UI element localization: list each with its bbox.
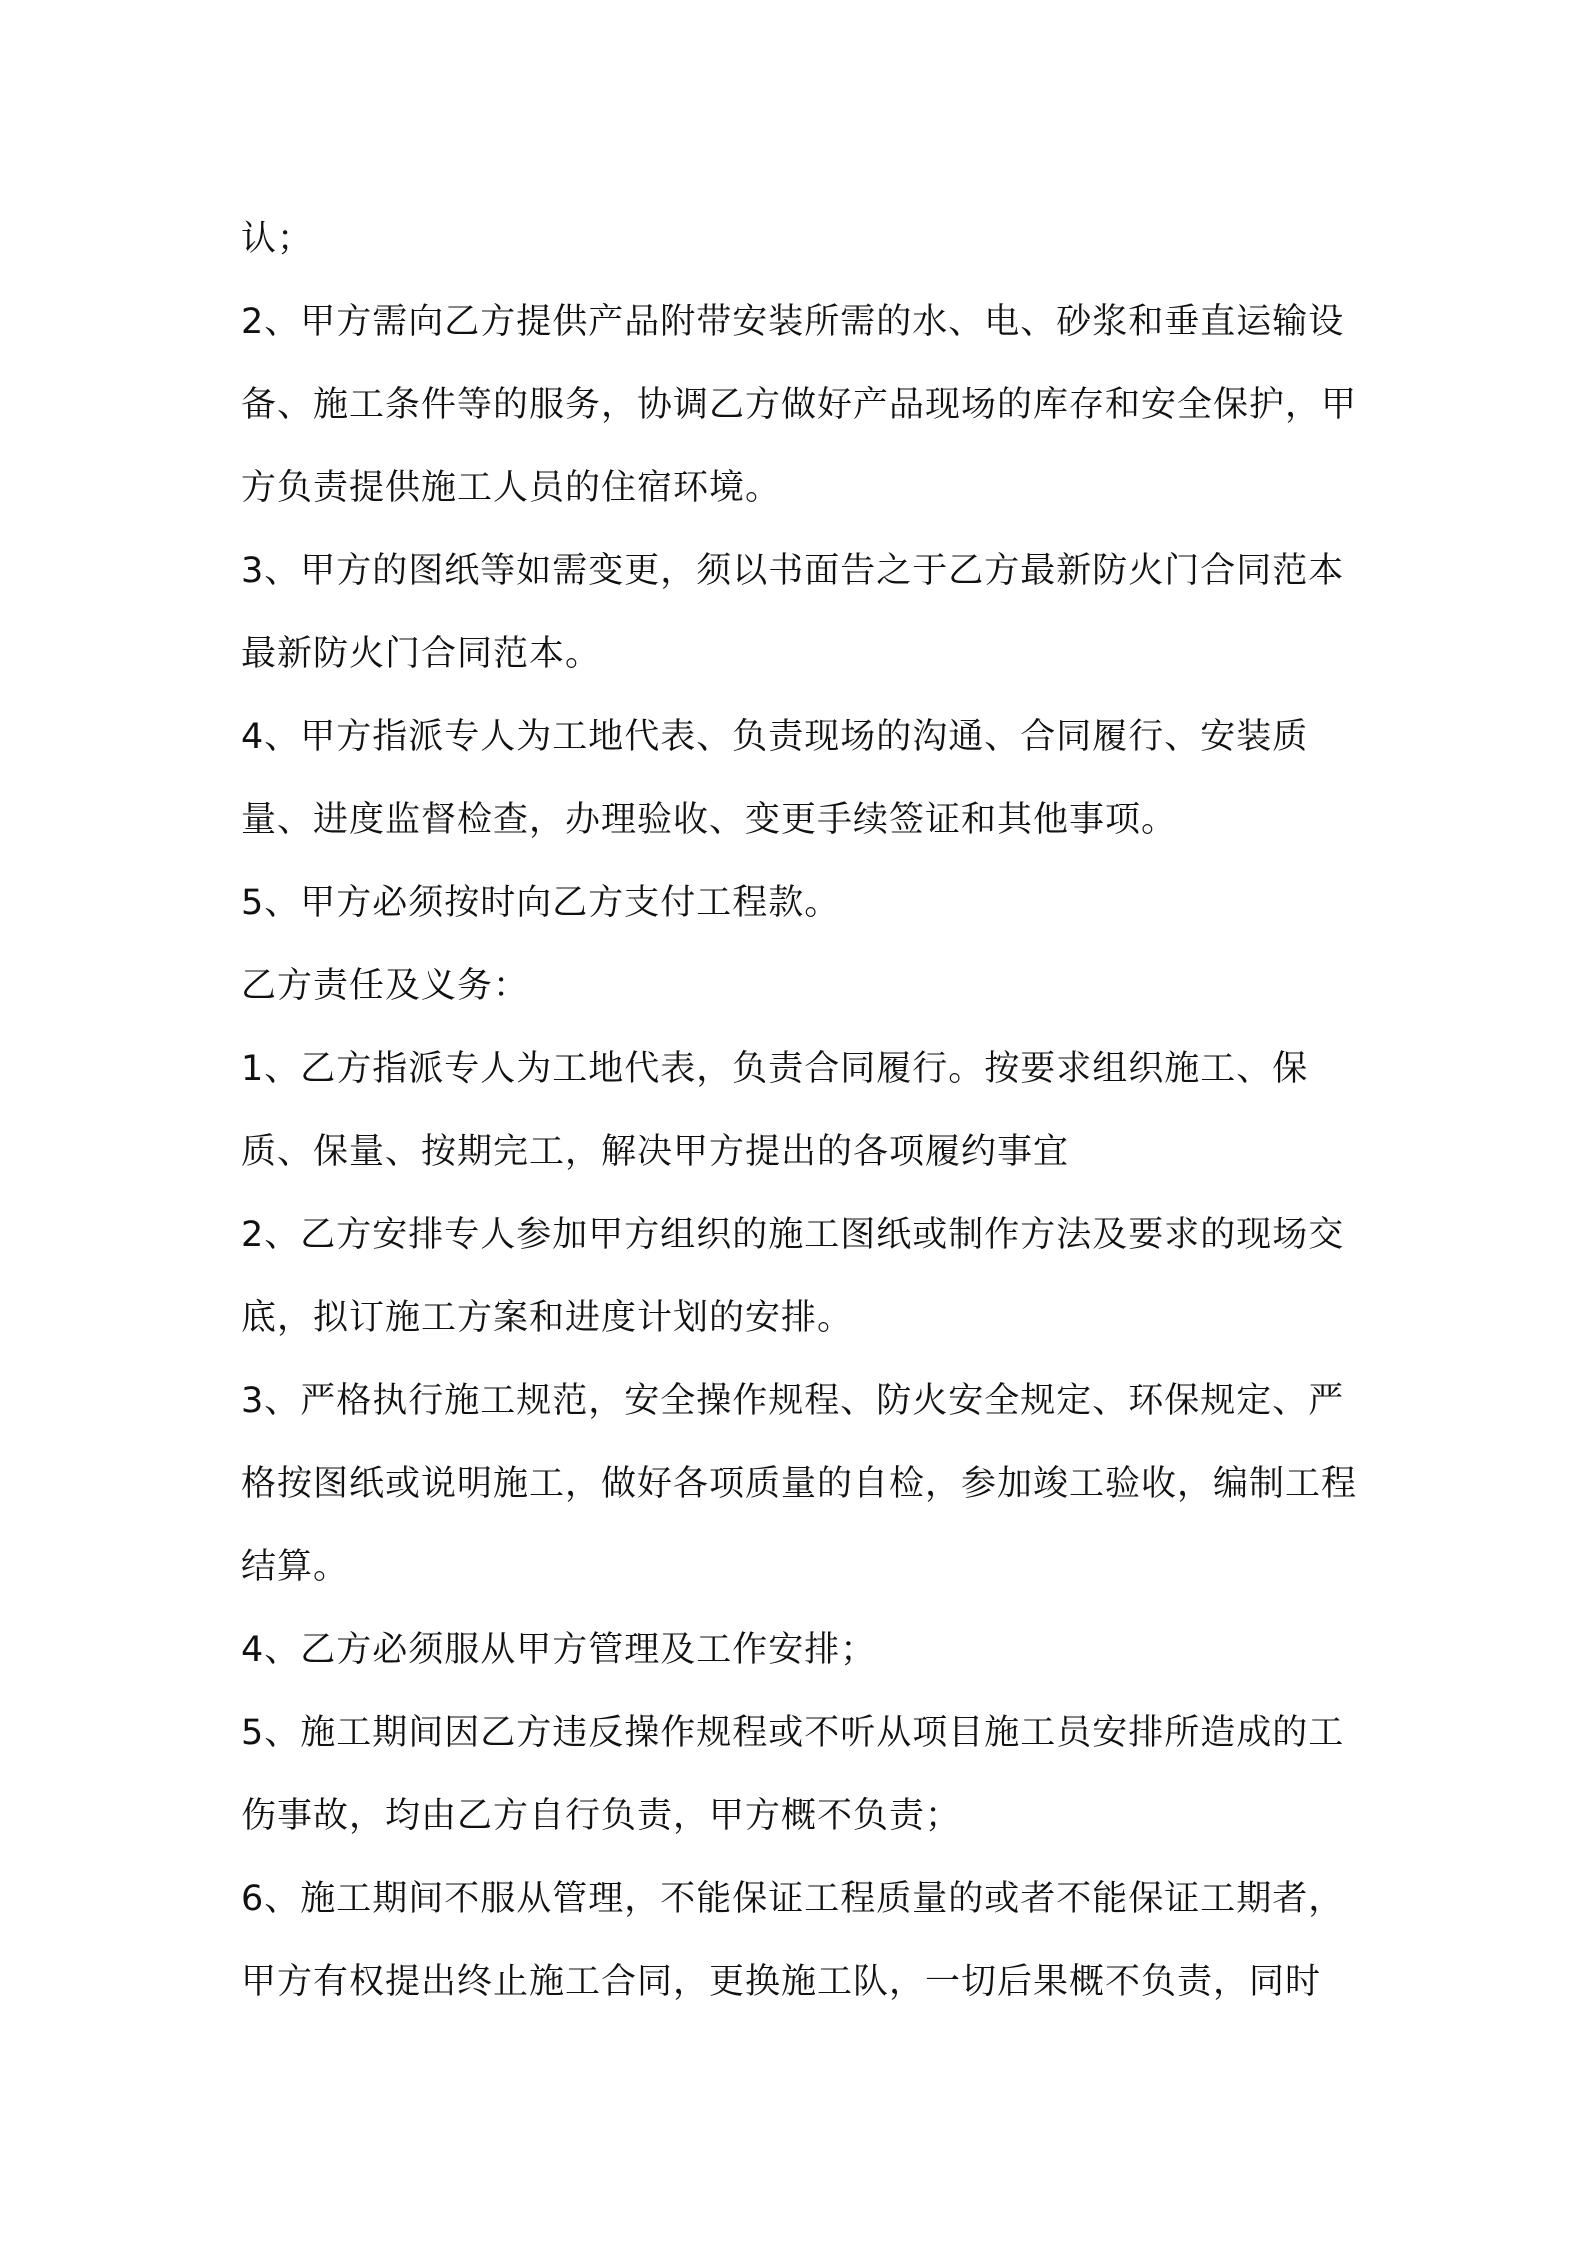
paragraph-4: 4、甲方指派专人为工地代表、负责现场的沟通、合同履行、安装质量、进度监督检查，办理验收、变更手续签证和其他事项。 — [241, 717, 1309, 840]
paragraph-8: 2、乙方安排专人参加甲方组织的施工图纸或制作方法及要求的现场交底，拟订施工方案和进度计划的安排。 — [241, 1215, 1345, 1338]
section-heading-party-b: 乙方责任及义务： — [241, 966, 530, 1006]
document-body — [241, 198, 1361, 2024]
paragraph-2: 2、甲方需向乙方提供产品附带安装所需的水、电、砂浆和垂直运输设备、施工条件等的服务，协调乙方做好产品现场的库存和安全保护，甲方负责提供施工人员的住宿环境。 — [241, 302, 1358, 508]
paragraph-1: 认； — [241, 219, 314, 259]
paragraph-11: 5、施工期间因乙方违反操作规程或不听从项目施工员安排所造成的工伤事故，均由乙方自行负责，甲方概不负责； — [241, 1713, 1345, 1836]
paragraph-7: 1、乙方指派专人为工地代表，负责合同履行。按要求组织施工、保质、保量、按期完工，解决甲方提出的各项履约事宜 — [241, 1049, 1309, 1172]
paragraph-12: 6、施工期间不服从管理，不能保证工程质量的或者不能保证工期者，甲方有权提出终止施工合同，更换施工队，一切后果概不负责，同时 — [241, 1879, 1345, 2002]
paragraph-5: 5、甲方必须按时向乙方支付工程款。 — [241, 883, 841, 923]
paragraph-3: 3、甲方的图纸等如需变更，须以书面告之于乙方最新防火门合同范本最新防火门合同范本。 — [241, 551, 1345, 674]
paragraph-9: 3、严格执行施工规范，安全操作规程、防火安全规定、环保规定、严格按图纸或说明施工，做好各项质量的自检，参加竣工验收，编制工程结算。 — [241, 1381, 1358, 1587]
paragraph-10: 4、乙方必须服从甲方管理及工作安排； — [241, 1630, 877, 1670]
